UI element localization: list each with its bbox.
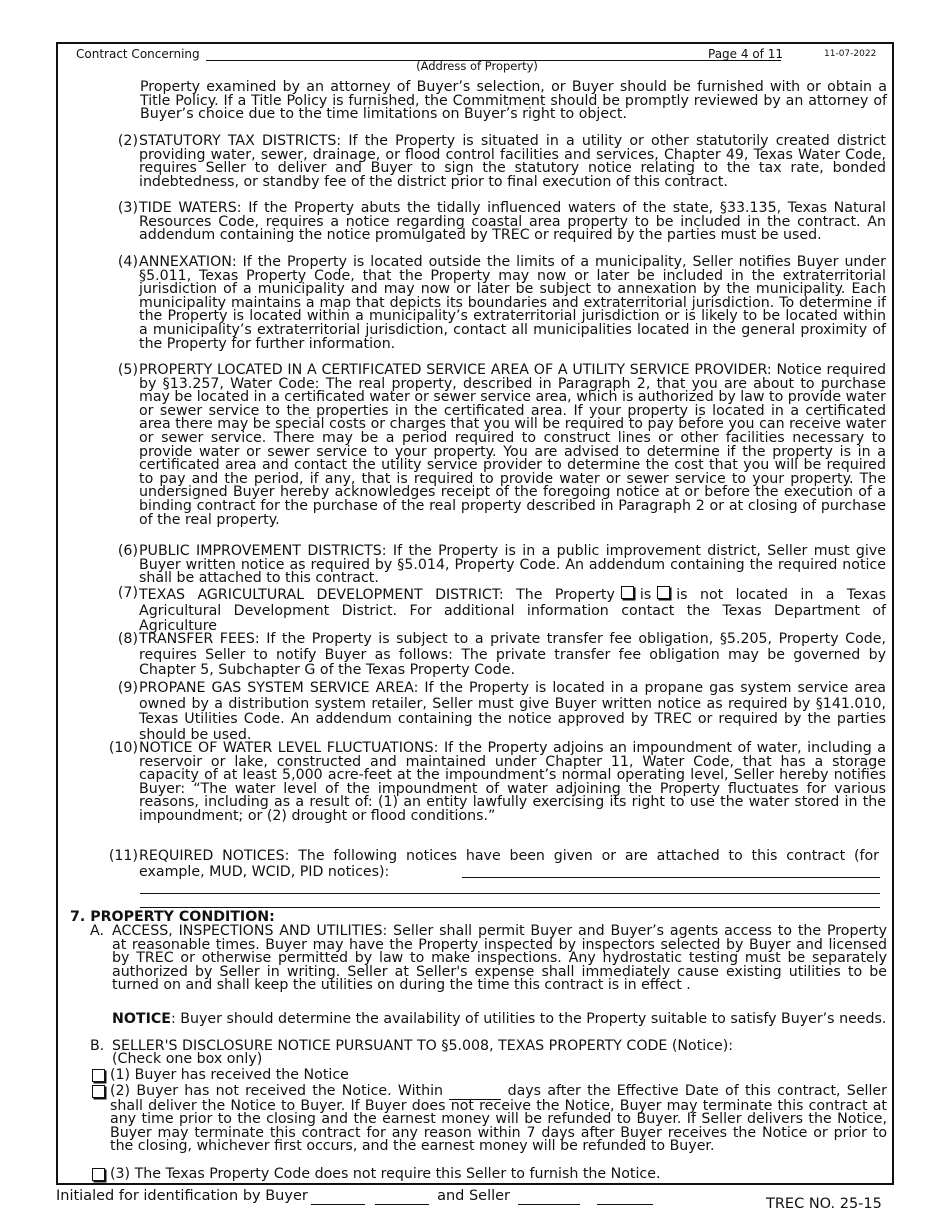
- notice-label: NOTICE: [112, 1011, 171, 1027]
- initials-footer: Initialed for identification by Buyer and Seller: [56, 1188, 656, 1205]
- required-notices-line-1[interactable]: [462, 877, 880, 878]
- section-7-heading: 7. PROPERTY CONDITION:: [70, 909, 275, 925]
- notice-option-2-checkbox[interactable]: [92, 1085, 105, 1098]
- notice-option-1-checkbox[interactable]: [92, 1069, 105, 1082]
- utilities-notice: NOTICE: Buyer should determine the availability of utilities to the Property suitable to satisfy Buyer’s needs.: [112, 1011, 887, 1027]
- contract-concerning-label: Contract Concerning: [76, 47, 200, 61]
- form-date: 11-07-2022: [824, 49, 877, 59]
- seller-initials-2[interactable]: [597, 1188, 653, 1205]
- buyer-initials-2[interactable]: [375, 1188, 429, 1205]
- is-located-checkbox[interactable]: [621, 586, 634, 599]
- seller-initials-1[interactable]: [518, 1188, 580, 1205]
- notice-option-3-checkbox[interactable]: [92, 1168, 105, 1181]
- buyer-initials-1[interactable]: [311, 1188, 365, 1205]
- trec-form-number: TREC NO. 25-15: [766, 1196, 882, 1212]
- address-caption: (Address of Property): [416, 59, 538, 73]
- required-notices-line-2[interactable]: [140, 893, 880, 894]
- required-notices-line-3[interactable]: [140, 907, 880, 908]
- page-number: Page 4 of 11: [708, 47, 783, 61]
- check-one-instruction: (Check one box only): [112, 1051, 263, 1067]
- is-not-located-checkbox[interactable]: [657, 586, 670, 599]
- continuation-paragraph: Property examined by an attorney of Buyer’s selection, or Buyer should be furnished with or obtain a Title Policy. If a Title Policy is furnished, the Commitment should be promptly reviewed by an attorney of Buyer’s choice due to the time limitations on Buyer’s right to object.: [140, 79, 887, 123]
